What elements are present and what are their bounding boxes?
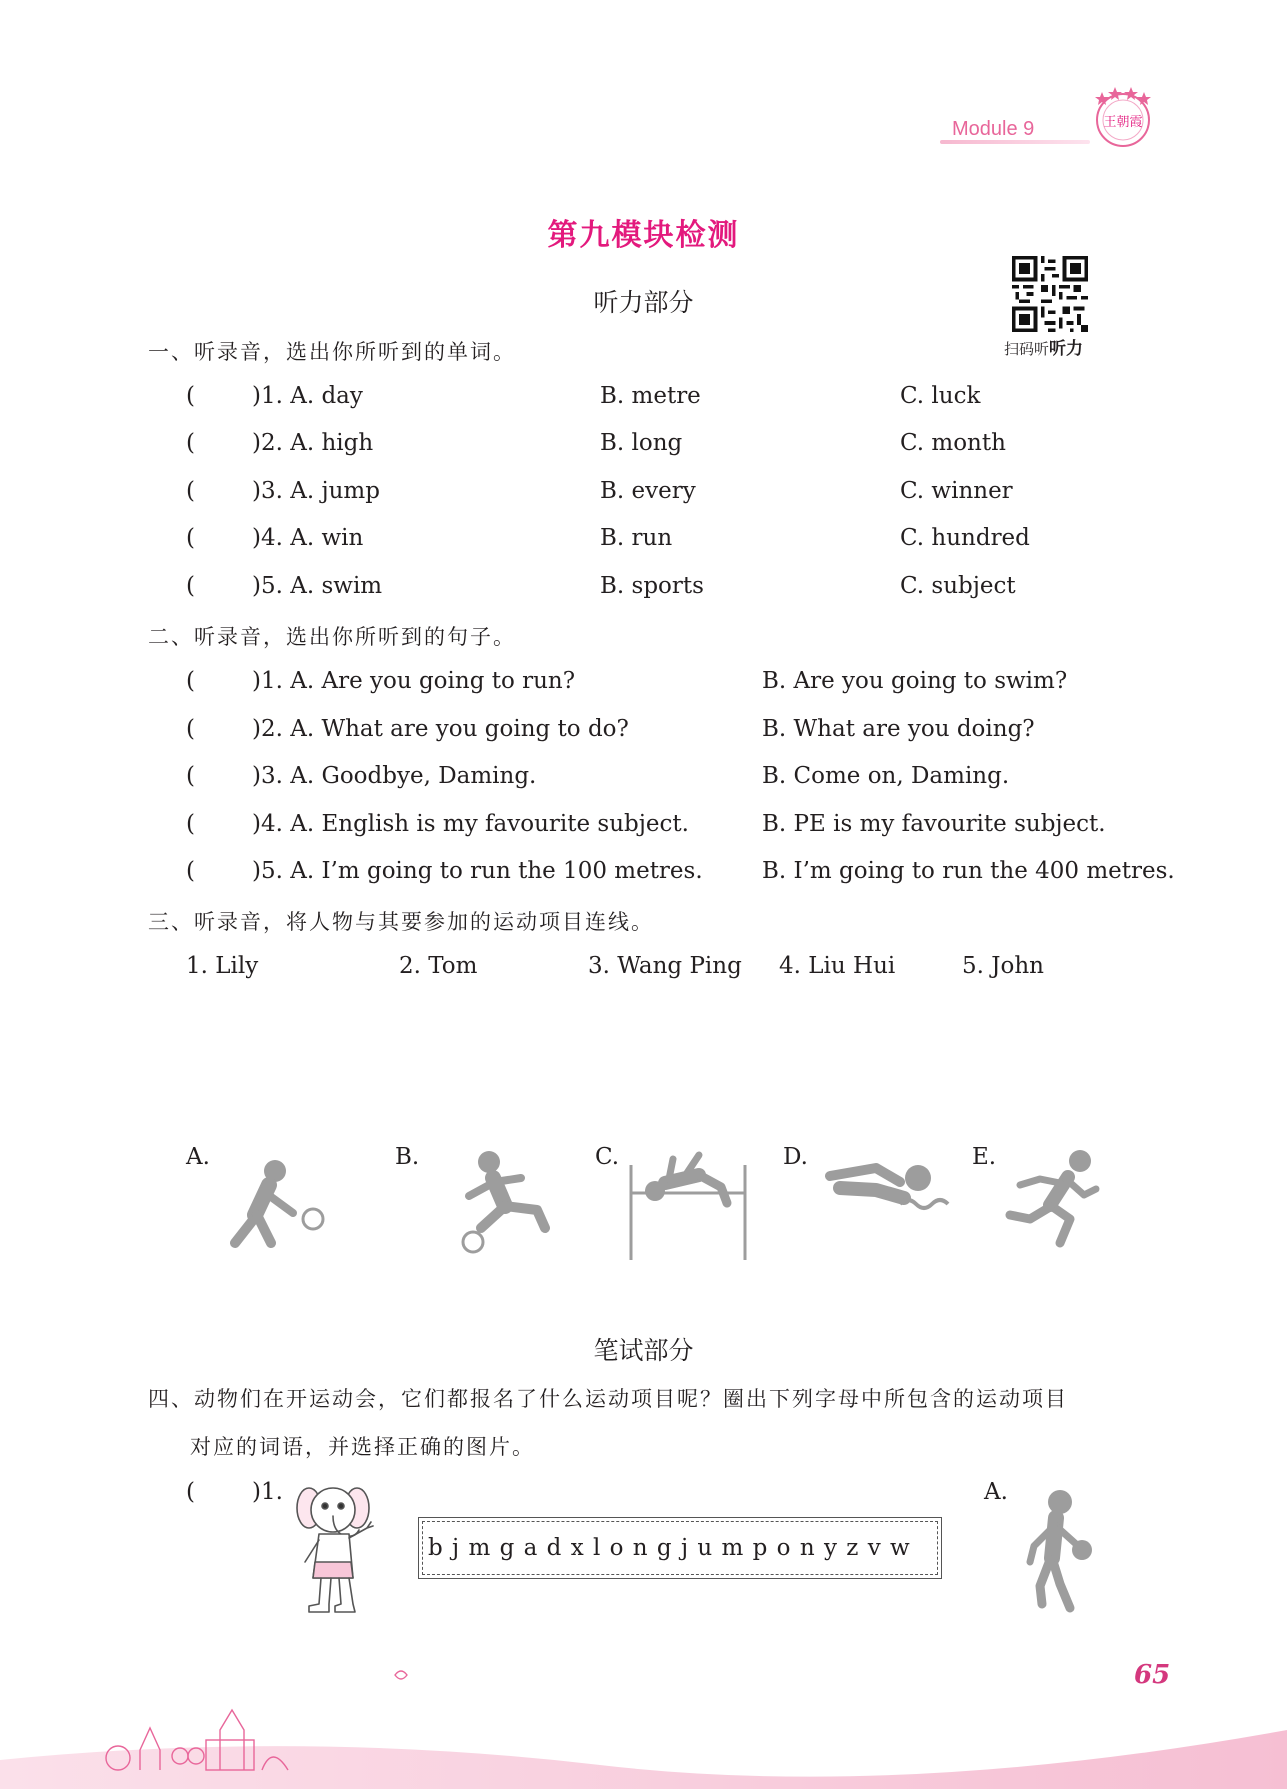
person-liu-hui: 4. Liu Hui	[779, 953, 896, 979]
part4-item1-paren: (	[186, 1479, 195, 1505]
option-d-label: D.	[783, 1144, 808, 1170]
option-a-label: A.	[186, 1144, 210, 1170]
writing-heading: 笔试部分	[593, 1336, 694, 1365]
part4-instruction-line1: 四、动物们在开运动会，它们都报名了什么运动项目呢？圈出下列字母中所包含的运动项目	[148, 1387, 1068, 1411]
high-jump-icon	[625, 1145, 751, 1263]
runner-icon	[1000, 1145, 1105, 1250]
letter-puzzle: b j m g a d x l o n g j u m p o n y z v w	[428, 1535, 911, 1561]
page-number: 65	[1134, 1660, 1171, 1690]
person-lily: 1. Lily	[186, 953, 259, 979]
swimmer-icon	[820, 1148, 960, 1238]
listening-heading: 听力部分	[593, 288, 694, 317]
footer-decoration-icon	[0, 1640, 1287, 1789]
module-label: Module 9	[952, 118, 1035, 140]
part4-item1-number: )1.	[252, 1479, 283, 1505]
part1-instruction: 一、听录音，选出你所听到的单词。	[148, 340, 516, 364]
person-wang-ping: 3. Wang Ping	[588, 953, 742, 979]
part4-option-a-label: A.	[984, 1479, 1008, 1505]
qr-caption: 扫码听听力	[1004, 339, 1084, 359]
module-underline	[940, 140, 1090, 144]
football-player-icon	[445, 1148, 565, 1260]
part2-instruction: 二、听录音，选出你所听到的句子。	[148, 625, 516, 649]
part4-instruction-line2: 对应的词语，并选择正确的图片。	[190, 1435, 535, 1459]
page-title: 第九模块检测	[547, 218, 740, 253]
person-john: 5. John	[962, 953, 1044, 979]
basketball-player-icon	[1020, 1488, 1095, 1618]
qr-code-icon	[1012, 256, 1088, 332]
option-b-label: B.	[395, 1144, 420, 1170]
person-tom: 2. Tom	[399, 953, 478, 979]
volleyball-player-icon	[215, 1155, 330, 1260]
option-c-label: C.	[595, 1144, 620, 1170]
part3-instruction: 三、听录音，将人物与其要参加的运动项目连线。	[148, 910, 654, 934]
svg-text:王朝霞: 王朝霞	[1103, 115, 1143, 130]
elephant-cartoon-icon	[295, 1482, 390, 1618]
publisher-seal-icon	[1088, 82, 1158, 152]
option-e-label: E.	[972, 1144, 997, 1170]
